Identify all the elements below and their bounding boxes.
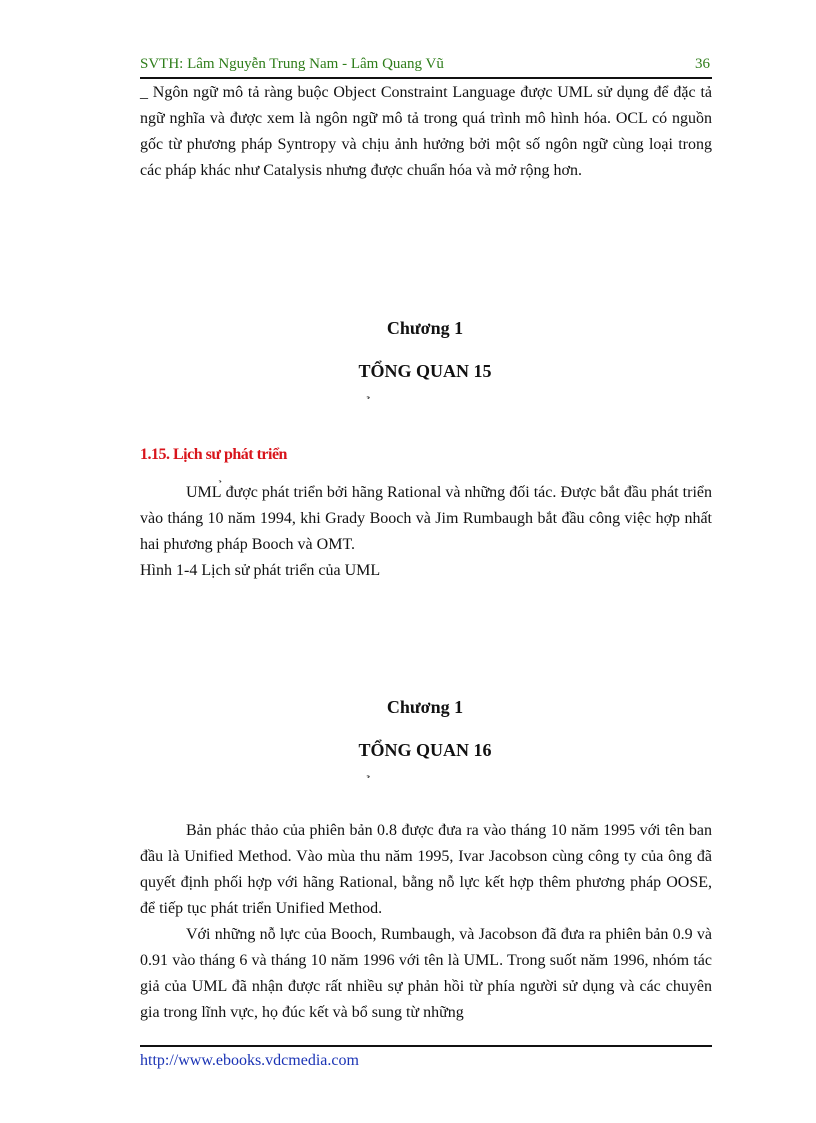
figure-caption: Hình 1-4 Lịch sử phát triển của UML bbox=[140, 562, 381, 579]
section-paragraph bbox=[140, 480, 712, 558]
footer-rule bbox=[140, 1045, 712, 1047]
chapter-title-1: TỔNG QUAN 15 bbox=[358, 361, 492, 381]
page-header bbox=[140, 56, 710, 76]
chapter-label-1: Chương 1 bbox=[386, 318, 464, 338]
page-number: 36 bbox=[695, 56, 710, 72]
footer-link[interactable]: http://www.ebooks.vdcmedia.com bbox=[140, 1052, 359, 1069]
chapter-title-2: TỔNG QUAN 16 bbox=[358, 740, 492, 760]
header-rule bbox=[140, 77, 712, 79]
section-heading: 1.15. Lịch sư phát triển bbox=[140, 446, 287, 463]
intro-paragraph: _ Ngôn ngữ mô tả ràng buộc Object Constraint Language được UML sử dụng để đặc tả ngữ nghĩa và được xem là ngôn ngữ mô tả trong quá trình mô hình hóa. OCL có nguồn gốc từ phương pháp Syntropy và chịu ảnh hưởng bởi một số ngôn ngữ cùng loại trong các pháp khác như Catalysis nhưng được chuẩn hóa và mở rộng hơn. bbox=[140, 84, 712, 179]
section-body-prefix: UML bbox=[186, 484, 222, 501]
chapter-label-2: Chương 1 bbox=[386, 697, 464, 717]
body-paragraph-1: Bản phác thảo của phiên bản 0.8 được đưa ra vào tháng 10 năm 1995 với tên ban đầu là Unified Method. Vào mùa thu năm 1995, Ivar Jacobson cùng công ty của ông đã quyết định phối hợp với hãng Rational, bằng nỗ lực kết hợp thêm phương pháp OOSE, để tiếp tục phát triển Unified Method. bbox=[140, 822, 712, 917]
body-paragraph-2: Với những nỗ lực của Booch, Rumbaugh, và Jacobson đã đưa ra phiên bản 0.9 và 0.91 vào tháng 6 và tháng 10 năm 1996 với tên là UML. Trong suốt năm 1996, nhóm tác giả của UML đã nhận được rất nhiều sự phản hồi từ phía người sử dụng và các chuyên gia trong lĩnh vực, họ đúc kết và bổ sung từ những bbox=[140, 926, 712, 1021]
section-body-rest: được phát triển bởi hãng Rational và những đối tác. Được bắt đầu phát triển vào tháng 10 năm 1994, khi Grady Booch và Jim Rumbaugh bắt đầu công việc hợp nhất hai phương pháp Booch và OMT. bbox=[140, 484, 712, 553]
header-authors: SVTH: Lâm Nguyễn Trung Nam - Lâm Quang Vũ bbox=[140, 56, 444, 72]
